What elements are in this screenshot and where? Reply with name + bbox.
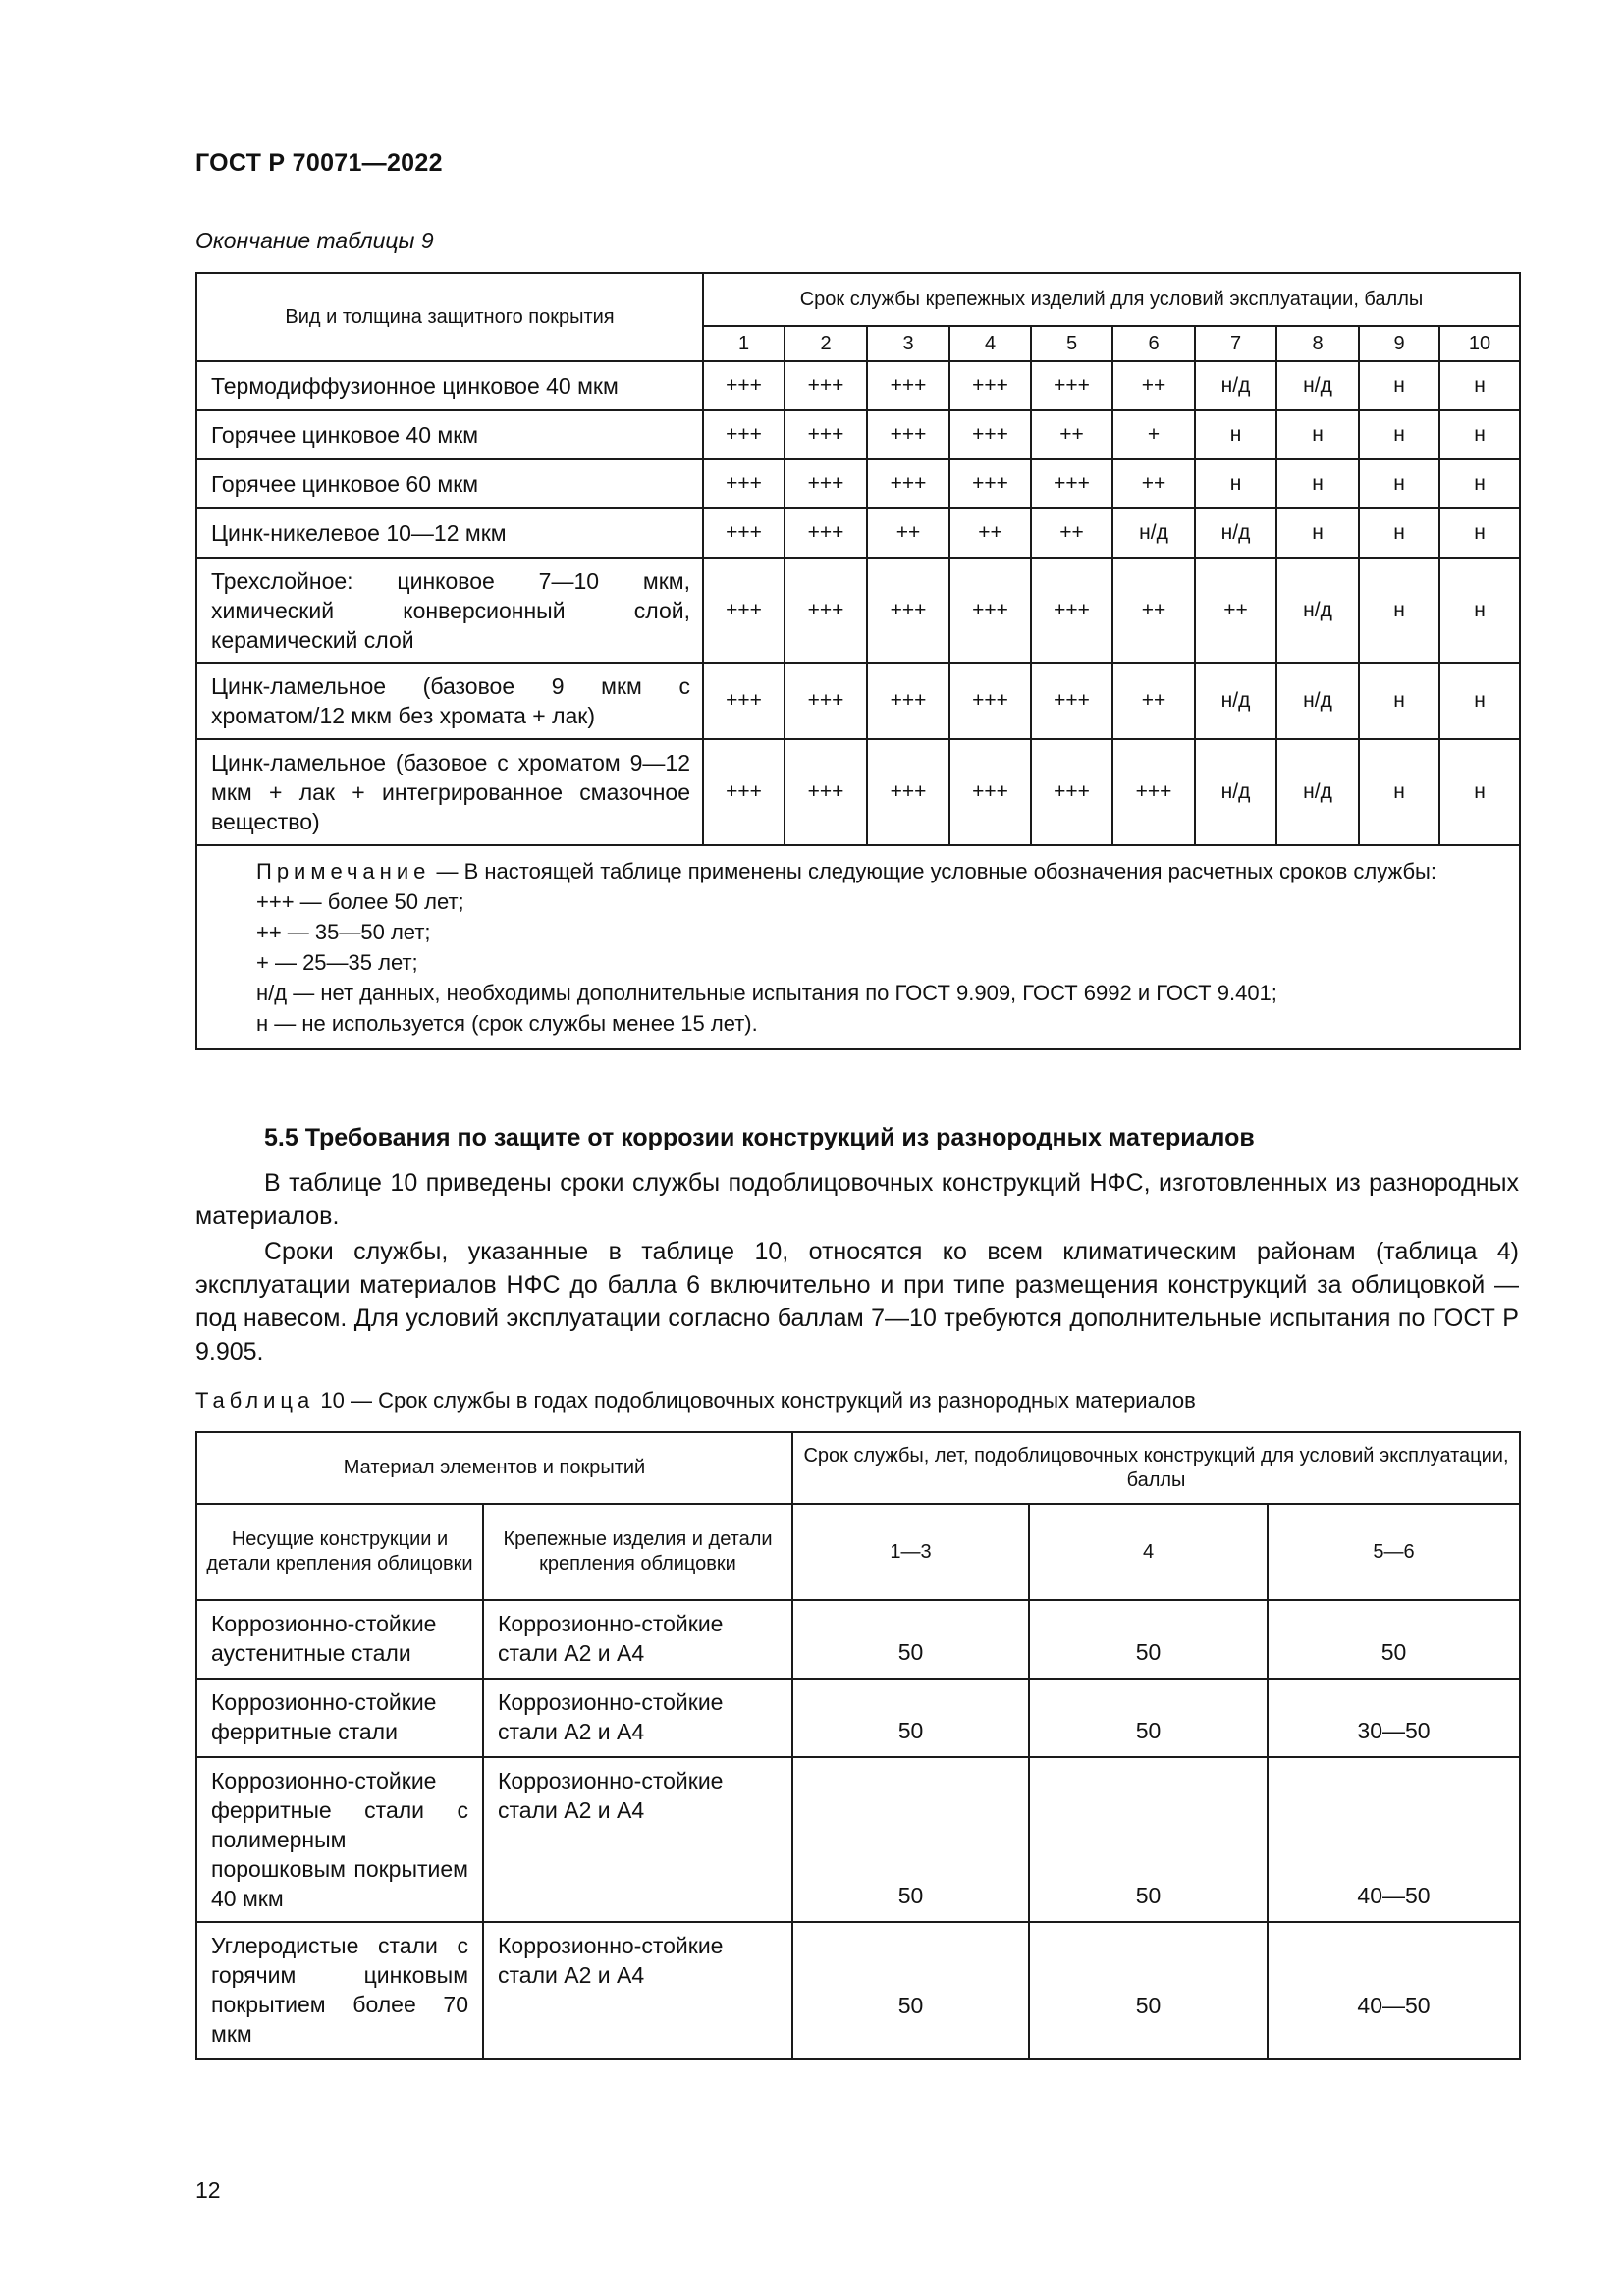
table-row bbox=[196, 410, 1520, 459]
service-rating: н bbox=[1439, 361, 1520, 410]
coating-name: Трехслойное: цинковое 7—10 мкм, химический конверсионный слой, керамический слой bbox=[196, 558, 703, 663]
service-rating: н bbox=[1359, 508, 1439, 558]
service-rating: ++ bbox=[1031, 508, 1112, 558]
table-9-column-number: 3 bbox=[867, 326, 949, 361]
service-rating: +++ bbox=[785, 558, 867, 663]
service-rating: +++ bbox=[949, 361, 1031, 410]
service-rating: +++ bbox=[785, 459, 867, 508]
service-life-value: 50 bbox=[1268, 1600, 1520, 1679]
table-10-header-service: Срок службы, лет, подоблицовочных конструкций для условий эксплуатации, баллы bbox=[792, 1432, 1520, 1504]
service-rating: +++ bbox=[867, 739, 949, 845]
table-9-header-service: Срок службы крепежных изделий для условий эксплуатации, баллы bbox=[703, 273, 1520, 326]
table-10-caption bbox=[195, 1388, 1196, 1414]
service-rating: +++ bbox=[949, 410, 1031, 459]
table-9-column-number: 7 bbox=[1195, 326, 1276, 361]
service-rating: н bbox=[1439, 739, 1520, 845]
fastener-material: Коррозионно-стойкие стали А2 и А4 bbox=[483, 1600, 792, 1679]
service-rating: +++ bbox=[949, 459, 1031, 508]
paragraph: В таблице 10 приведены сроки службы подоблицовочных конструкций НФС, изготовленных из разнородных материалов. bbox=[195, 1169, 1519, 1230]
service-rating: +++ bbox=[703, 558, 785, 663]
table-10-column-label: 5—6 bbox=[1268, 1504, 1520, 1600]
document-id: ГОСТ Р 70071—2022 bbox=[195, 149, 443, 177]
bearing-material: Коррозионно-стойкие аустенитные стали bbox=[196, 1600, 483, 1679]
service-rating: н/д bbox=[1276, 558, 1359, 663]
service-rating: +++ bbox=[785, 739, 867, 845]
service-life-value: 50 bbox=[1029, 1600, 1268, 1679]
service-rating: н bbox=[1439, 459, 1520, 508]
service-rating: +++ bbox=[949, 663, 1031, 739]
table-row bbox=[196, 558, 1520, 663]
note-line: ++ — 35—50 лет; bbox=[256, 920, 431, 944]
service-rating: + bbox=[1112, 410, 1195, 459]
coating-name: Горячее цинковое 40 мкм bbox=[196, 410, 703, 459]
service-rating: н/д bbox=[1112, 508, 1195, 558]
service-rating: н/д bbox=[1195, 361, 1276, 410]
service-rating: +++ bbox=[867, 558, 949, 663]
service-rating: ++ bbox=[949, 508, 1031, 558]
service-rating: н bbox=[1276, 459, 1359, 508]
service-rating: н bbox=[1359, 361, 1439, 410]
service-rating: ++ bbox=[1112, 663, 1195, 739]
service-rating: +++ bbox=[949, 558, 1031, 663]
service-rating: н bbox=[1359, 410, 1439, 459]
note-intro: — В настоящей таблице применены следующие условные обозначения расчетных сроков службы: bbox=[430, 859, 1436, 883]
service-rating: н bbox=[1195, 459, 1276, 508]
table-row bbox=[196, 663, 1520, 739]
service-life-value: 50 bbox=[1029, 1922, 1268, 2059]
table-9-column-number: 9 bbox=[1359, 326, 1439, 361]
service-rating: +++ bbox=[703, 663, 785, 739]
service-life-value: 40—50 bbox=[1268, 1757, 1520, 1922]
table-10-header-material: Материал элементов и покрытий bbox=[196, 1432, 792, 1504]
service-life-value: 50 bbox=[792, 1922, 1029, 2059]
fastener-material: Коррозионно-стойкие стали А2 и А4 bbox=[483, 1757, 792, 1922]
bearing-material: Коррозионно-стойкие ферритные стали с полимерным порошковым покрытием 40 мкм bbox=[196, 1757, 483, 1922]
table-row bbox=[196, 508, 1520, 558]
service-life-value: 50 bbox=[1029, 1679, 1268, 1757]
service-rating: +++ bbox=[1031, 739, 1112, 845]
bearing-material: Углеродистые стали с горячим цинковым покрытием более 70 мкм bbox=[196, 1922, 483, 2059]
table-10-subheader-fasteners: Крепежные изделия и детали крепления облицовки bbox=[483, 1504, 792, 1600]
service-rating: н bbox=[1439, 558, 1520, 663]
table-9-column-number: 5 bbox=[1031, 326, 1112, 361]
note-line: н/д — нет данных, необходимы дополнительные испытания по ГОСТ 9.909, ГОСТ 6992 и ГОСТ 9.401; bbox=[256, 981, 1277, 1005]
service-rating: +++ bbox=[785, 410, 867, 459]
service-rating: +++ bbox=[867, 361, 949, 410]
table-row bbox=[196, 1757, 1520, 1922]
service-rating: н bbox=[1439, 663, 1520, 739]
table-row bbox=[196, 1679, 1520, 1757]
table-9-column-number: 8 bbox=[1276, 326, 1359, 361]
service-rating: +++ bbox=[867, 459, 949, 508]
note-label: Примечание bbox=[256, 859, 431, 883]
service-rating: +++ bbox=[703, 508, 785, 558]
service-rating: +++ bbox=[703, 459, 785, 508]
service-rating: ++ bbox=[1112, 361, 1195, 410]
table-row bbox=[196, 1922, 1520, 2059]
service-rating: н/д bbox=[1276, 361, 1359, 410]
service-rating: ++ bbox=[1112, 558, 1195, 663]
service-life-value: 50 bbox=[1029, 1757, 1268, 1922]
service-life-value: 50 bbox=[792, 1757, 1029, 1922]
service-rating: +++ bbox=[703, 361, 785, 410]
service-rating: +++ bbox=[703, 410, 785, 459]
note-line: + — 25—35 лет; bbox=[256, 950, 418, 975]
service-rating: +++ bbox=[785, 663, 867, 739]
service-rating: ++ bbox=[867, 508, 949, 558]
service-life-value: 30—50 bbox=[1268, 1679, 1520, 1757]
service-rating: н/д bbox=[1276, 739, 1359, 845]
service-life-value: 50 bbox=[792, 1600, 1029, 1679]
table-10-subheader-bearing: Несущие конструкции и детали крепления облицовки bbox=[196, 1504, 483, 1600]
service-rating: +++ bbox=[1031, 663, 1112, 739]
service-life-value: 50 bbox=[792, 1679, 1029, 1757]
table-10 bbox=[195, 1431, 1521, 2060]
table-9 bbox=[195, 272, 1521, 1050]
service-rating: ++ bbox=[1112, 459, 1195, 508]
table-9-column-number: 6 bbox=[1112, 326, 1195, 361]
service-rating: +++ bbox=[867, 410, 949, 459]
service-rating: +++ bbox=[1031, 459, 1112, 508]
service-life-value: 40—50 bbox=[1268, 1922, 1520, 2059]
service-rating: +++ bbox=[1031, 361, 1112, 410]
service-rating: ++ bbox=[1195, 558, 1276, 663]
table-9-note bbox=[196, 845, 1520, 1049]
service-rating: н bbox=[1359, 663, 1439, 739]
service-rating: н bbox=[1276, 508, 1359, 558]
note-line: н — не используется (срок службы менее 15 лет). bbox=[256, 1011, 758, 1036]
service-rating: +++ bbox=[703, 739, 785, 845]
table-9-header-coating: Вид и толщина защитного покрытия bbox=[196, 273, 703, 361]
coating-name: Цинк-ламельное (базовое 9 мкм с хроматом/12 мкм без хромата + лак) bbox=[196, 663, 703, 739]
service-rating: н/д bbox=[1276, 663, 1359, 739]
table-9-column-number: 10 bbox=[1439, 326, 1520, 361]
table-10-column-label: 1—3 bbox=[792, 1504, 1029, 1600]
service-rating: н bbox=[1439, 508, 1520, 558]
table-10-caption-text: 10 — Срок службы в годах подоблицовочных конструкций из разнородных материалов bbox=[314, 1388, 1196, 1413]
paragraph: Сроки службы, указанные в таблице 10, относятся ко всем климатическим районам (таблица 4) эксплуатации материалов НФС до балла 6 включительно и при типе размещения конструкций за облицовкой — под навесом. Для условий эксплуатации согласно баллам 7—10 требуются дополнительные испытания по ГОСТ Р 9.905. bbox=[195, 1238, 1519, 1365]
service-rating: +++ bbox=[1031, 558, 1112, 663]
service-rating: +++ bbox=[785, 361, 867, 410]
coating-name: Цинк-ламельное (базовое с хроматом 9—12 мкм + лак + интегрированное смазочное вещество) bbox=[196, 739, 703, 845]
table-row bbox=[196, 739, 1520, 845]
note-line: +++ — более 50 лет; bbox=[256, 889, 464, 914]
service-rating: н bbox=[1439, 410, 1520, 459]
table-row bbox=[196, 361, 1520, 410]
service-rating: +++ bbox=[785, 508, 867, 558]
table-9-column-number: 2 bbox=[785, 326, 867, 361]
section-heading: 5.5 Требования по защите от коррозии конструкций из разнородных материалов bbox=[264, 1124, 1255, 1151]
service-rating: +++ bbox=[949, 739, 1031, 845]
bearing-material: Коррозионно-стойкие ферритные стали bbox=[196, 1679, 483, 1757]
service-rating: н bbox=[1195, 410, 1276, 459]
table-row bbox=[196, 459, 1520, 508]
service-rating: н bbox=[1359, 558, 1439, 663]
service-rating: н/д bbox=[1195, 663, 1276, 739]
table-9-column-number: 4 bbox=[949, 326, 1031, 361]
service-rating: н bbox=[1359, 739, 1439, 845]
table-10-column-label: 4 bbox=[1029, 1504, 1268, 1600]
service-rating: н bbox=[1359, 459, 1439, 508]
coating-name: Цинк-никелевое 10—12 мкм bbox=[196, 508, 703, 558]
page-number: 12 bbox=[195, 2177, 221, 2203]
table-9-column-number: 1 bbox=[703, 326, 785, 361]
service-rating: +++ bbox=[867, 663, 949, 739]
fastener-material: Коррозионно-стойкие стали А2 и А4 bbox=[483, 1922, 792, 2059]
table-row bbox=[196, 1600, 1520, 1679]
coating-name: Горячее цинковое 60 мкм bbox=[196, 459, 703, 508]
service-rating: +++ bbox=[1112, 739, 1195, 845]
table-9-continuation-caption: Окончание таблицы 9 bbox=[195, 228, 434, 253]
service-rating: н/д bbox=[1195, 508, 1276, 558]
fastener-material: Коррозионно-стойкие стали А2 и А4 bbox=[483, 1679, 792, 1757]
coating-name: Термодиффузионное цинковое 40 мкм bbox=[196, 361, 703, 410]
service-rating: н/д bbox=[1195, 739, 1276, 845]
service-rating: н bbox=[1276, 410, 1359, 459]
table-10-caption-label: Таблица bbox=[195, 1388, 315, 1413]
service-rating: ++ bbox=[1031, 410, 1112, 459]
